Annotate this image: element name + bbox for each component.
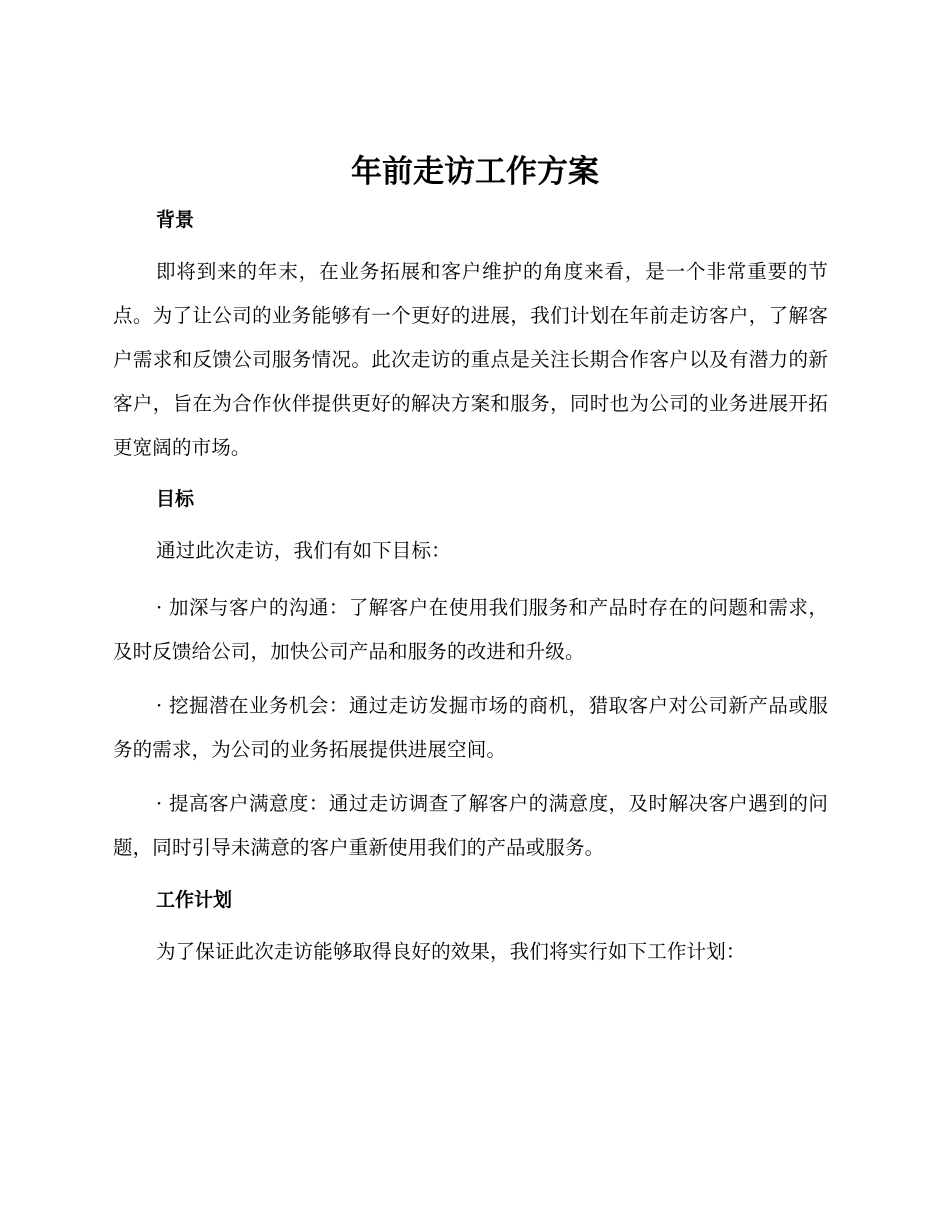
goal-item-opportunities: · 挖掘潜在业务机会：通过走访发掘市场的商机，猎取客户对公司新产品或服务的需求，为公司的业务拓展提供进展空间。 bbox=[113, 694, 828, 761]
goal-item-satisfaction: · 提高客户满意度：通过走访调查了解客户的满意度，及时解决客户遇到的问题，同时引导未满意的客户重新使用我们的产品或服务。 bbox=[113, 792, 828, 859]
section-heading-goals: 目标 bbox=[156, 488, 195, 510]
section-heading-background: 背景 bbox=[156, 209, 195, 231]
background-paragraph: 即将到来的年末，在业务拓展和客户维护的角度来看，是一个非常重要的节点。为了让公司的业务能够有一个更好的进展，我们计划在年前走访客户，了解客户需求和反馈公司服务情况。此次走访的重点是关注长期合作客户以及有潜力的新客户，旨在为合作伙伴提供更好的解决方案和服务，同时也为公司的业务进展开拓更宽阔的市场。 bbox=[113, 260, 828, 459]
goal-item-communication: · 加深与客户的沟通：了解客户在使用我们服务和产品时存在的问题和需求，及时反馈给公司，加快公司产品和服务的改进和升级。 bbox=[113, 596, 828, 663]
document-title: 年前走访工作方案 bbox=[351, 154, 599, 190]
section-heading-work-plan: 工作计划 bbox=[156, 889, 233, 911]
work-plan-paragraph: 为了保证此次走访能够取得良好的效果，我们将实行如下工作计划： bbox=[156, 940, 746, 963]
goals-intro-paragraph: 通过此次走访，我们有如下目标： bbox=[156, 539, 451, 562]
